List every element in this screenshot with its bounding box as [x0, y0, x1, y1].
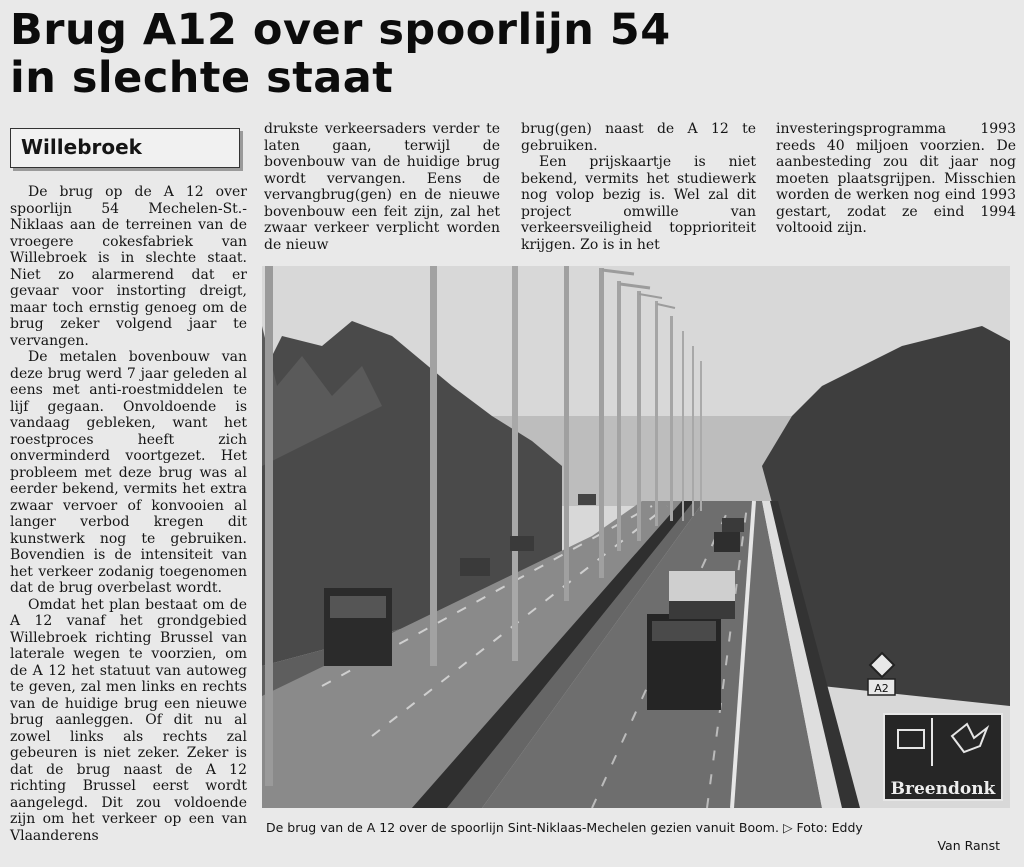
paragraph: brug(gen) naast de A 12 te gebruiken.: [521, 121, 756, 154]
photo-credit-prefix: ▷ Foto: Eddy: [782, 820, 863, 835]
article-column-1: [10, 184, 247, 844]
paragraph: drukste verkeersaders verder te laten gaan, terwijl de bovenbouw van de huidige brug wordt vervangen. Eens de vervangbrug(gen) en de nieuwe bovenbouw een feit zijn, zal het zwaar verkeer verplicht worden de nieuw: [264, 121, 500, 253]
paragraph: De brug op de A 12 over spoorlijn 54 Mechelen-St.-Niklaas aan de terreinen van de vroegere cokesfabriek van Willebroek is in slechte staat. Niet zo alarmerend dat er gevaar voor instorting dreigt, maar toch ernstig genoeg om de brug zeker volgend jaar te vervangen.: [10, 184, 247, 349]
headline-line-2: in slechte staat: [10, 53, 394, 103]
headline: [10, 6, 1010, 102]
photo-caption: [266, 819, 1014, 855]
news-photo: [262, 266, 1010, 808]
watermark-logo-text: Breendonk: [890, 779, 996, 799]
paragraph: De metalen bovenbouw van deze brug werd 7 jaar geleden al eens met anti-roestmiddelen te lijf gegaan. Onvoldoende is vandaag gebleken, want het roestproces heeft zich onverminderd voortgezet. Het probleem met deze brug was al eerder bekend, vermits het extra zwaar vervoer of konvooien al langer verbod kregen dit kunstwerk nog te gebruiken. Bovendien is de intensiteit van het verkeer zodanig toegenomen dat de brug overbelast wordt.: [10, 349, 247, 596]
kicker-box: Willebroek: [10, 128, 240, 168]
paragraph: Een prijskaartje is niet bekend, vermits het studiewerk nog volop bezig is. Wel zal dit project omwille van verkeersveiligheid topprioriteit krijgen. Zo is in het: [521, 154, 756, 253]
article-column-3: [521, 121, 756, 253]
caption-text: De brug van de A 12 over de spoorlijn Sint-Niklaas-Mechelen gezien vanuit Boom.: [266, 820, 779, 835]
paragraph: investeringsprogramma 1993 reeds 40 miljoen voorzien. De aanbesteding zou dit jaar nog moeten plaatsgrijpen. Misschien worden de werken nog eind 1993 gestart, zodat ze eind 1994 voltooid zijn.: [776, 121, 1016, 236]
article-column-2: [264, 121, 500, 253]
photo-credit-name: Van Ranst: [937, 838, 1000, 853]
photo-highway-illustration: [262, 266, 1010, 808]
road-sign-label: A2: [874, 682, 889, 695]
headline-line-1: Brug A12 over spoorlijn 54: [10, 5, 671, 55]
article-column-4: [776, 121, 1016, 237]
paragraph: Omdat het plan bestaat om de A 12 vanaf het grondgebied Willebroek richting Brussel van laterale wegen te voorzien, om de A 12 het statuut van autoweg te geven, zal men links en rechts van de huidige brug een nieuwe brug aanleggen. Of dit nu al zowel links als rechts zal gebeuren is niet zeker. Zeker is dat de brug naast de A 12 richting Brussel eerst wordt aangelegd. Dit zou voldoende zijn om het verkeer op een van Vlaanderens: [10, 596, 247, 844]
